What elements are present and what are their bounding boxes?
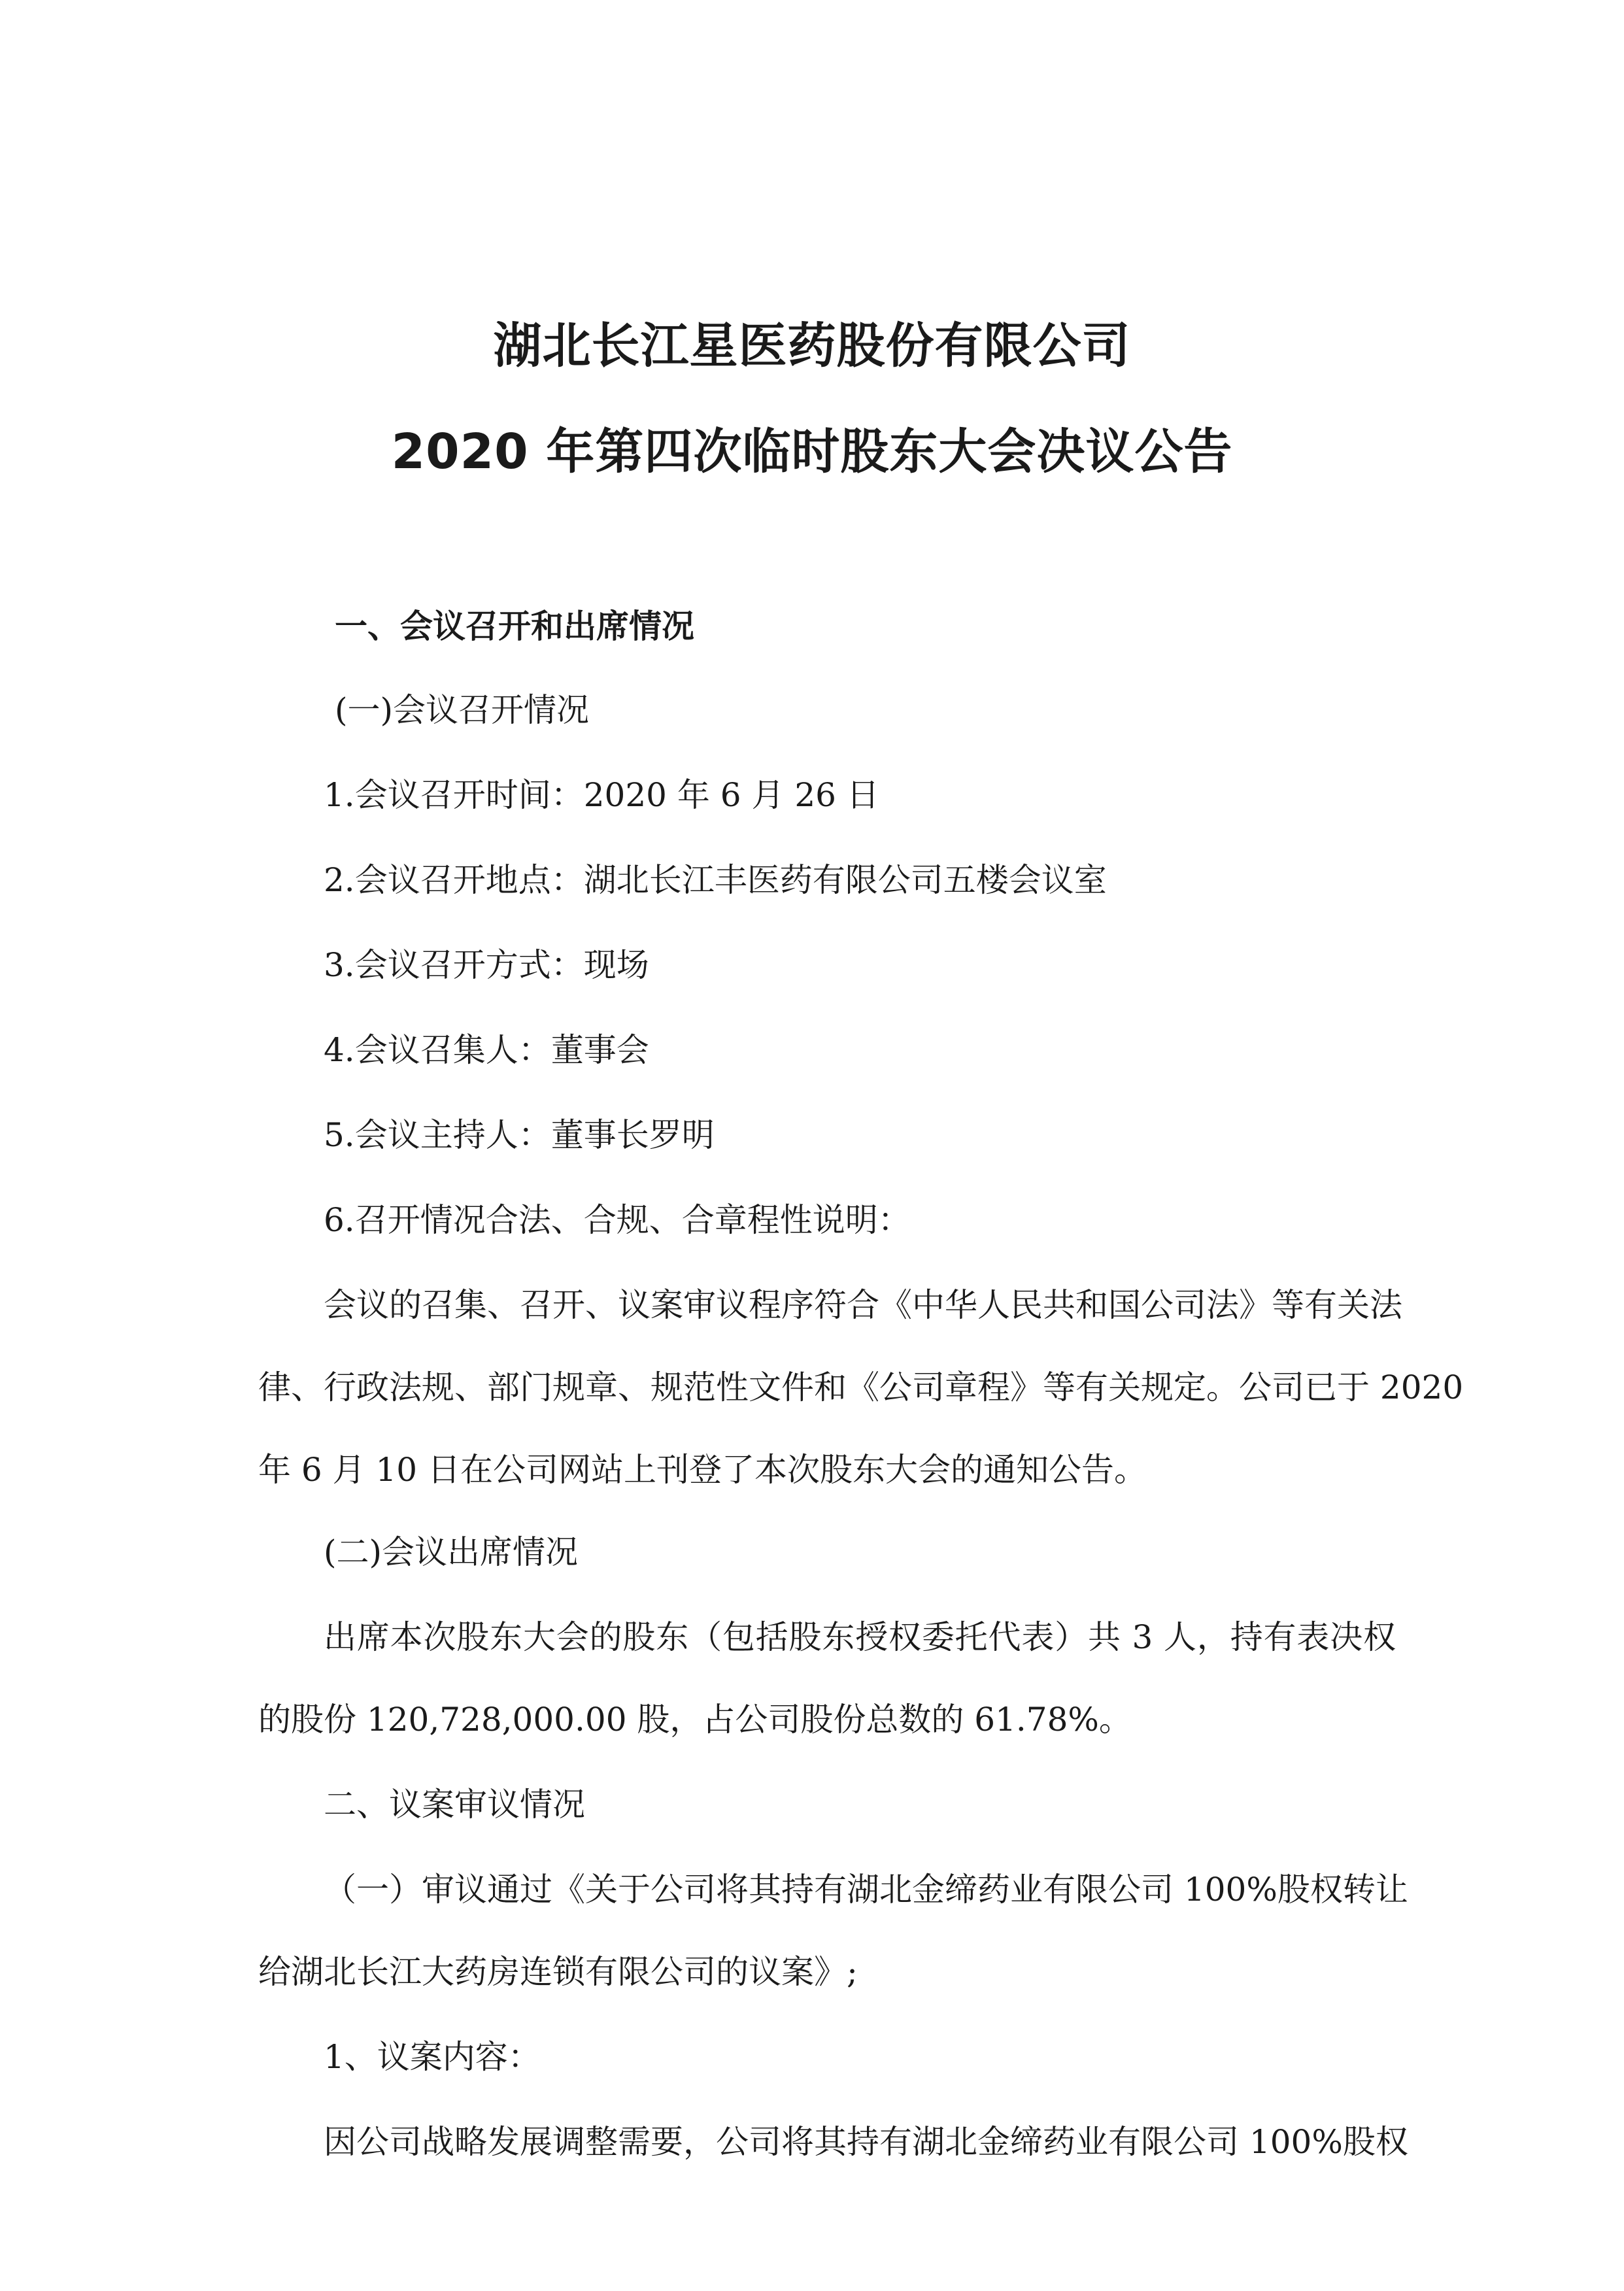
section-heading-meeting-attendance: 一、会议召开和出席情况 [335, 607, 694, 645]
item-meeting-method: 3.会议召开方式：现场 [324, 946, 649, 984]
item-legality-heading: 6.召开情况合法、合规、合章程性说明： [324, 1201, 911, 1239]
legality-paragraph-line-2: 律、行政法规、部门规章、规范性文件和《公司章程》等有关规定。公司已于 2020 [258, 1368, 1464, 1406]
document-title-announcement: 2020 年第四次临时股东大会决议公告 [391, 424, 1233, 480]
item-meeting-location: 2.会议召开地点：湖北长江丰医药有限公司五楼会议室 [324, 861, 1107, 899]
subsection-heading-meeting-convening: (一)会议召开情况 [335, 691, 590, 729]
attendance-paragraph-line-1: 出席本次股东大会的股东（包括股东授权委托代表）共 3 人，持有表决权 [324, 1618, 1396, 1656]
motion-1-paragraph-line-1: （一）审议通过《关于公司将其持有湖北金缔药业有限公司 100%股权转让 [324, 1871, 1408, 1909]
section-heading-motion-review: 二、议案审议情况 [324, 1786, 585, 1824]
item-meeting-host: 5.会议主持人：董事长罗明 [324, 1116, 715, 1154]
document-title-company: 湖北长江星医药股份有限公司 [493, 318, 1131, 374]
attendance-paragraph-line-2: 的股份 120,728,000.00 股，占公司股份总数的 61.78%。 [258, 1701, 1132, 1739]
subsection-heading-attendance: (二)会议出席情况 [324, 1533, 579, 1571]
item-meeting-time: 1.会议召开时间：2020 年 6 月 26 日 [324, 776, 879, 814]
motion-content-paragraph-line-1: 因公司战略发展调整需要，公司将其持有湖北金缔药业有限公司 100%股权 [324, 2123, 1408, 2161]
item-meeting-convener: 4.会议召集人：董事会 [324, 1031, 649, 1069]
legality-paragraph-line-3: 年 6 月 10 日在公司网站上刊登了本次股东大会的通知公告。 [258, 1451, 1147, 1489]
legality-paragraph-line-1: 会议的召集、召开、议案审议程序符合《中华人民共和国公司法》等有关法 [324, 1286, 1402, 1324]
motion-content-heading: 1、议案内容： [324, 2038, 541, 2076]
motion-1-paragraph-line-2: 给湖北长江大药房连锁有限公司的议案》; [258, 1953, 858, 1991]
